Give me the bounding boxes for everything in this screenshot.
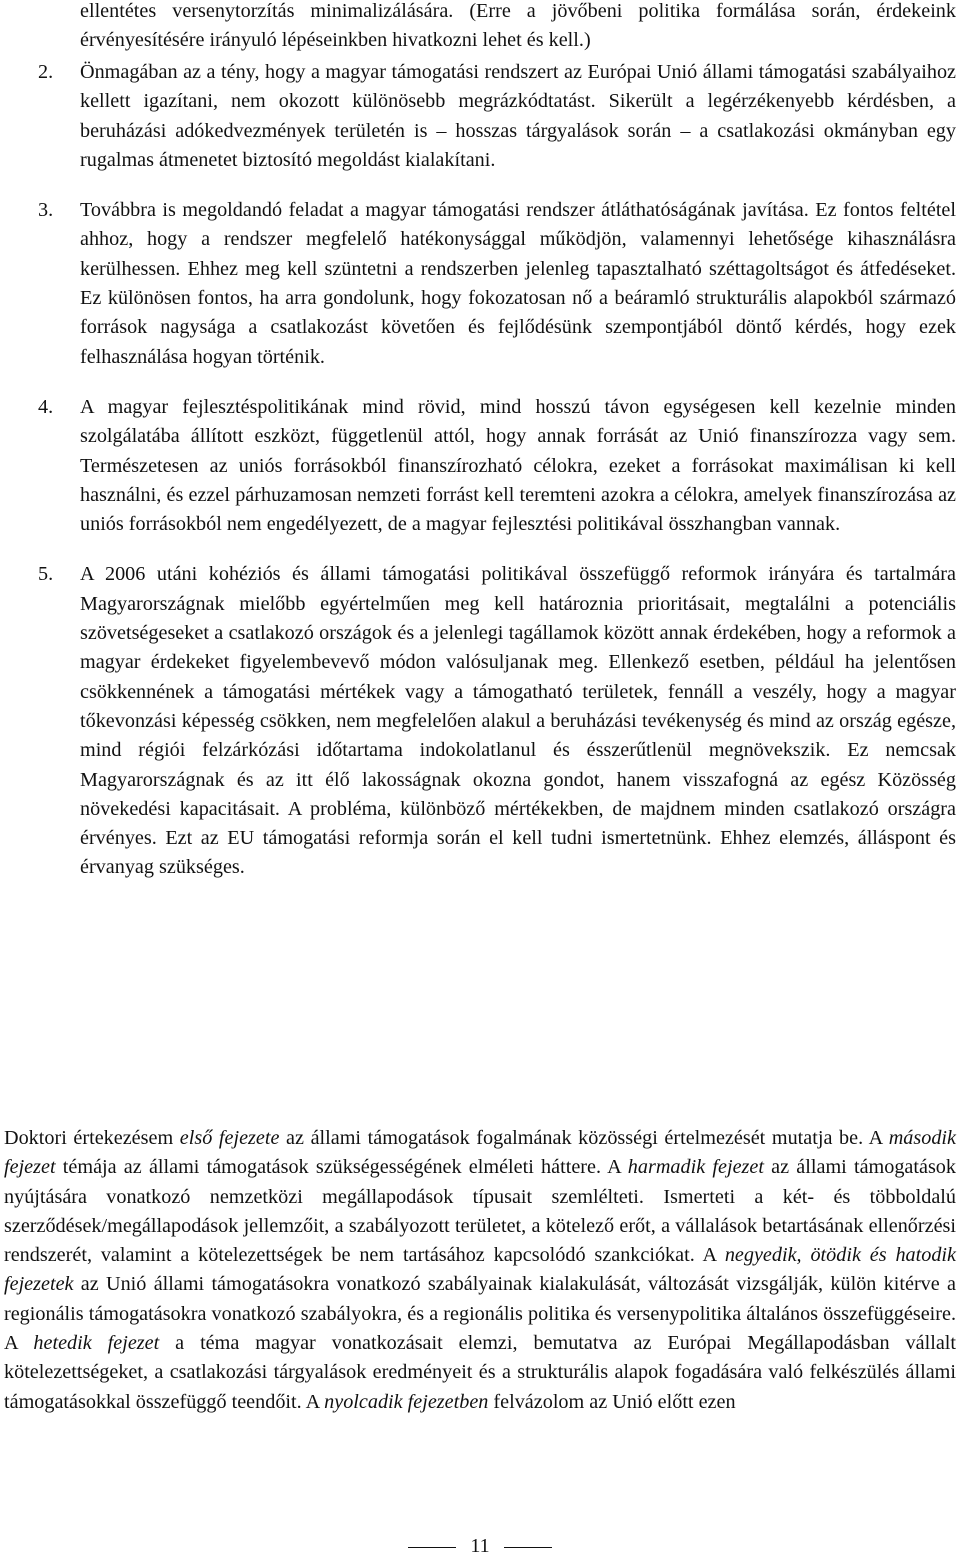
list-item (38, 393, 956, 539)
list-item (38, 58, 956, 175)
summary-text: az állami támogatások nyújtására vonatkozó nemzetközi megállapodások típusait szemlélteti. Ismerteti a két- és többoldalú szerződések/megállapodások jellemzőit, a szabályozott területet, a kötelező erőt, a vállalások betartásának ellenőrzési rendszerét, valamint a kötelezettségek be nem tartásához kapcsolódó szankciókat. A (4, 1156, 956, 1267)
summary-chapter-ref: negyedik, ötödik és hatodik fejezetek (4, 1244, 956, 1296)
numbered-list (38, 58, 956, 904)
list-item (38, 196, 956, 372)
summary-text: Doktori értekezésem (4, 1127, 180, 1149)
page-number-dash-left (408, 1547, 456, 1549)
summary-text: témája az állami támogatások szükségességének elméleti háttere. A (55, 1156, 628, 1179)
page-number-footer (0, 1532, 960, 1561)
list-item-text: Önmagában az a tény, hogy a magyar támogatási rendszert az Európai Unió állami támogatási szabályaihoz kellett igazítani, nem okozott különösebb megrázkódtatást. Sikerült a legérzékenyebb kérdésben, a beruházási adókedvezmények területén is – hosszas tárgyalások során – a csatlakozási okmányban egy rugalmas átmenetet biztosító megoldást kialakítani. (80, 61, 956, 171)
dissertation-summary-paragraph (4, 1124, 956, 1417)
list-item-number: 3. (38, 199, 54, 222)
summary-text: az állami támogatások fogalmának közösségi értelmezését mutatja be. A (279, 1127, 889, 1149)
summary-chapter-ref: második fejezet (4, 1127, 957, 1179)
list-item-text: Továbbra is megoldandó feladat a magyar támogatási rendszer átláthatóságának javítása. Ez fontos feltétel ahhoz, hogy a rendszer megfelelő hatékonysággal működjön, valamennyi lehetősége kihasználásra kerülhessen. Ehhez meg kell szüntetni a rendszerben jelenleg tapasztalható széttagoltságot és átfedéseket. Ez különösen fontos, ha arra gondolunk, hogy fokozatosan nő a beáramló strukturális alapokból származó források nagysága a csatlakozást követően és fejlődésünk szempontjából döntő kérdés, hogy ezek felhasználása hogyan történik. (80, 199, 956, 368)
summary-text: az Unió állami támogatásokra vonatkozó szabályainak kialakulását, változását vizsgálják, külön kitérve a regionális támogatásokra vonatkozó szabályokra, és a regionális politika és versenypolitika általános összefüggéseire. A (4, 1273, 956, 1355)
intro-paragraph: ellentétes versenytorzítás minimalizálására. (Erre a jövőbeni politika formálása során, érdekeink érvényesítésére irányuló lépéseinkben hivatkozni lehet és kell.) (80, 0, 956, 52)
list-item (38, 560, 956, 882)
list-item-number: 4. (38, 395, 54, 418)
list-item-text: A magyar fejlesztéspolitikának mind rövid, mind hosszú távon egységesen kell kezelnie minden szolgálatába állított eszközt, függetlenül attól, hogy annak forrását az Unió finanszírozza vagy sem. Természetesen az uniós forrásokból finanszírozható célokra, ezeket a forrásokat maximálisan ki kell használni, és ezzel párhuzamosan nemzeti forrást kell teremteni azokra a célokra, amelyek finanszírozása az uniós forrásokból nem engedélyezett, de a magyar fejlesztési politikával összhangban vannak. (80, 395, 956, 536)
list-item-text: A 2006 utáni kohéziós és állami támogatási politikával összefüggő reformok irányára és tartalmára Magyarországnak mielőbb egyértelműen meg kell határoznia prioritásait, megtalálni a potenciális szövetségeseket a csatlakozó országok és a jelenlegi tagállamok között annak érdekében, hogy a reformok a magyar érdekeket figyelembevevő módon valósuljanak meg. Ellenkező esetben, például ha jelentősen csökkennének a támogatási mértékek vagy a támogatható területek, fennáll a veszély, hogy a magyar tőkevonzási képesség csökken, nem megfelelően alakul a beruházási tevékenység és mind az ország egésze, mind régiói felzárkózási időtartama indokolatlanul és ésszerűtlenül megnövekszik. Ez nemcsak Magyarországnak és az itt élő lakosságnak okozna gondot, hanem visszafogná az egész Közösség növekedési kapacitásait. A probléma, különböző mértékekben, de majdnem minden csatlakozó országra érvényes. Ezt az EU támogatási reformja során el kell tudni ismertetnünk. Ehhez elemzés, álláspont és érvanyag szükséges. (80, 563, 956, 879)
page-number-dash-right (504, 1547, 552, 1549)
summary-chapter-ref: nyolcadik fejezetben (324, 1390, 489, 1413)
summary-text: felvázolom az Unió előtt ezen (488, 1390, 736, 1413)
summary-text: a téma magyar vonatkozásait elemzi, bemutatva az Európai Megállapodásban vállalt kötelezettségeket, a csatlakozási tárgyalások eredményeit és a strukturális alapok fogadására való felkészülés állami támogatásokkal összefüggő teendőit. A (4, 1332, 956, 1413)
page-number: 11 (470, 1535, 490, 1557)
list-item-number: 2. (38, 61, 54, 83)
summary-chapter-ref: első fejezete (179, 1127, 280, 1149)
summary-chapter-ref: hetedik fejezet (33, 1332, 160, 1355)
list-item-number: 5. (38, 563, 54, 586)
summary-chapter-ref: harmadik fejezet (627, 1156, 764, 1179)
